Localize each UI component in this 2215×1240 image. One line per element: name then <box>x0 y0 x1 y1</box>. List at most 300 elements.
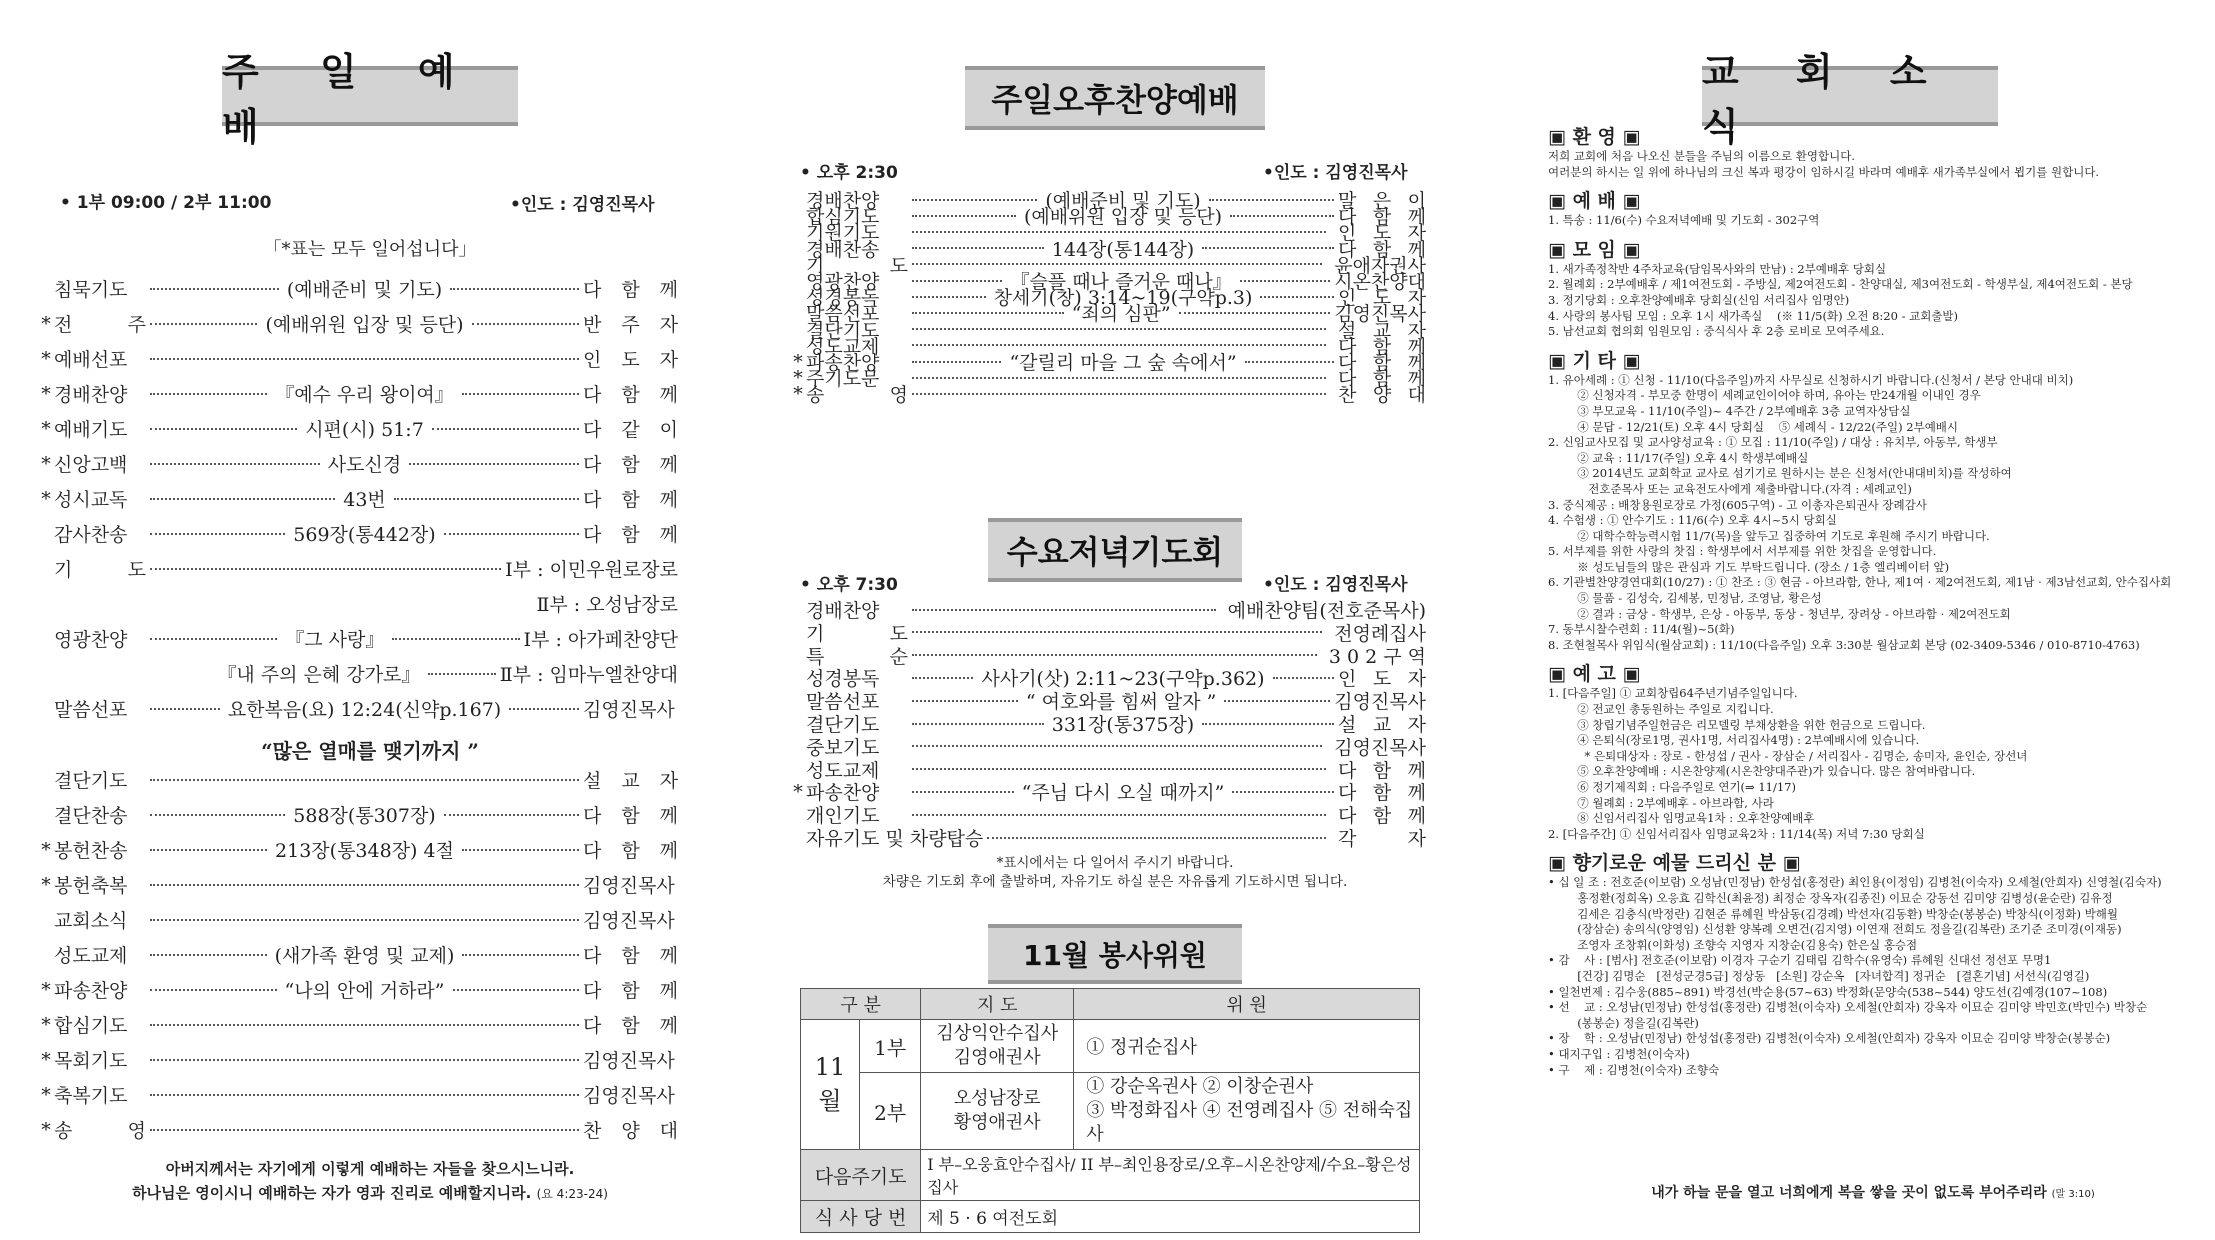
order-label: 주기도문 <box>806 368 880 391</box>
order-content: (새가족 환영 및 교제) <box>274 945 455 967</box>
month-cell: 11월 <box>801 1020 860 1150</box>
leader-dots <box>462 393 579 395</box>
stand-mark: * <box>41 838 51 861</box>
leader-dots <box>912 768 1326 770</box>
leader-dots <box>912 609 1216 611</box>
section-line: • 십 일 조 : 전호준(이보람) 오성남(민정남) 한성섭(홍정란) 최인용(이정임) 김병천(이숙자) 오세철(안희자) 신영철(김숙자) <box>1548 875 2162 890</box>
left-verse-1: 아버지께서는 자기에게 이렇게 예배하는 자들을 찾으시느니라. <box>165 1160 575 1178</box>
order-label: 경배찬양 <box>806 600 880 622</box>
order-content: “ 여호와를 힘써 알자 ” <box>1025 691 1217 714</box>
table-header-row <box>801 989 1420 1020</box>
order-person: 다 같 이 <box>583 419 678 441</box>
th-members: 위 원 <box>1074 989 1420 1020</box>
leader-dots <box>912 312 1064 314</box>
order-person: 전영례집사 <box>1334 622 1426 645</box>
order-label: 기원기도 <box>806 222 880 245</box>
section-line: ⑤ 오후찬양예배 : 시온찬양제(시온찬양대주관)가 있습니다. 많은 참여바랍니다. <box>1548 764 1976 779</box>
order-person: 다 함 께 <box>583 279 679 301</box>
order-person: 말 은 이 <box>1338 190 1427 212</box>
middle-time-1: • 오후 2:30 <box>800 163 898 183</box>
stand-mark: * <box>793 382 803 405</box>
order-row <box>38 555 678 582</box>
leader-dots <box>1230 215 1334 217</box>
section-line: 6. 기관별찬양경연대회(10/27) : ① 찬조 : ③ 현금 - 아브라함, 한나, 제1여 · 제2여전도회, 제1남 · 제3남선교회, 안수집사회 <box>1548 575 2172 590</box>
leader-dots <box>912 215 1016 217</box>
order-content: 213장(통348장) 4절 <box>275 840 454 862</box>
middle-time-2: • 오후 7:30 <box>800 575 898 595</box>
order-person: 김영진목사 <box>583 910 675 932</box>
order-content: (예배준비 및 기도) <box>286 279 443 301</box>
guide-2-b: 황영애권사 <box>953 1112 1041 1133</box>
section-line: ③ 2014년도 교회학교 교사로 섬기기로 원하시는 분은 신청서(안내대비치)를 작성하여 <box>1548 466 2012 481</box>
order-label: 말씀선포 <box>54 699 128 721</box>
order-row <box>38 1116 678 1143</box>
order-row <box>38 1081 678 1108</box>
leader-dots <box>1273 677 1334 679</box>
leader-dots <box>409 463 579 465</box>
section-line: ⑥ 정기제직회 : 다음주일로 연기(⇒ 11/17) <box>1548 780 1796 794</box>
order-label: 기 도 <box>806 622 908 645</box>
order-person: 다 함 께 <box>1338 206 1427 229</box>
members-1: ① 정귀순집사 <box>1074 1020 1420 1073</box>
order-row <box>38 836 678 863</box>
middle-title-banner-1 <box>965 66 1265 130</box>
leader-dots <box>150 849 267 851</box>
section-line: ② 결과 : 금상 - 학생부, 은상 - 아동부, 동상 - 청년부, 장려상 - 아브라함 · 제2여전도회 <box>1548 606 2011 621</box>
order-content: 569장(통442장) <box>293 524 436 546</box>
guide-1 <box>921 1020 1074 1073</box>
leader-dots <box>912 393 1326 395</box>
stand-mark: * <box>41 312 51 335</box>
order-label: 특 순 <box>806 645 908 668</box>
section-line: • 장 학 : 오성남(민정남) 한성섭(홍정란) 김병천(이숙자) 오세철(안희자) 강옥자 이묘순 김미양 박창순(봉봉순) <box>1548 1031 2111 1046</box>
order-label: 합심기도 <box>806 206 880 229</box>
order-person: 다 함 께 <box>1338 352 1427 374</box>
order-label: 감사찬송 <box>54 524 128 546</box>
section-line: ③ 부모교육 - 11/10(주일)~ 4주간 / 2부예배후 3층 교역자상담실 <box>1548 403 1911 418</box>
leader-dots <box>912 791 1014 793</box>
order-content: 사도신경 <box>327 454 402 476</box>
order-label: 성도교제 <box>54 945 128 967</box>
leader-dots <box>1232 791 1334 793</box>
leader-dots <box>912 344 1326 346</box>
leader-dots <box>472 323 579 325</box>
order-label: 파송찬양 <box>806 352 880 374</box>
order-person: 김영진목사 <box>1334 691 1427 714</box>
section-line: 1. 새가족정착반 4주차교육(담임목사와의 만남) : 2부예배후 당회실 <box>1548 261 1887 276</box>
leader-dots <box>150 498 335 500</box>
order-content: 『그 사랑』 <box>285 629 385 651</box>
order-row <box>38 871 678 898</box>
order-label: 자유기도 및 차량탑승 <box>806 828 984 850</box>
section-heading: ▣ 향기로운 예물 드리신 분 ▣ <box>1548 852 1801 875</box>
leader-dots <box>912 814 1326 816</box>
order-label: 성도교제 <box>806 759 880 782</box>
leader-dots <box>1224 700 1330 702</box>
leader-dots <box>912 263 1322 265</box>
order-row <box>38 1046 678 1073</box>
order-person: Ⅰ부 : 아가페찬양단 <box>523 629 679 651</box>
leader-dots <box>150 919 579 921</box>
order-label: 성경봉독 <box>806 287 880 310</box>
leader-dots <box>912 247 1044 249</box>
order-label: 개인기도 <box>806 805 880 828</box>
stand-mark: * <box>41 487 51 510</box>
leader-dots <box>1240 280 1330 282</box>
section-line: 1. 특송 : 11/6(수) 수요저녁예배 및 기도회 - 302구역 <box>1548 213 1820 228</box>
order-row <box>38 660 678 687</box>
order-label: 예배선포 <box>54 349 128 371</box>
section-line: ③ 창립기념주일헌금은 리모델링 부채상환을 위한 헌금으로 드립니다. <box>1548 717 1926 732</box>
leader-dots <box>509 708 579 710</box>
section-line: ② 교육 : 11/17(주일) 오후 4시 학생부예배실 <box>1548 450 1809 465</box>
leader-dots <box>987 837 1326 839</box>
leader-dots <box>150 393 267 395</box>
order-person: 다 함 께 <box>583 840 678 862</box>
section-line: • 일천번제 : 김수웅(885~891) 박경선(박순용(57~63) 박정화(문양숙(538~544) 양도선(김예경(107~108) <box>1548 984 2108 999</box>
order-person: 찬 양 대 <box>1338 384 1426 407</box>
section-line: * 은퇴대상자 : 장로 - 한성섭 / 권사 - 장삼순 / 서리집사 - 김명순, 송미자, 윤인순, 장선녀 <box>1548 748 2028 763</box>
order-person: 김영진목사 <box>583 1050 675 1072</box>
leader-dots <box>912 654 1317 656</box>
order-row <box>38 1011 678 1038</box>
order-label: 영광찬양 <box>54 629 128 651</box>
order-content: “갈릴리 마을 그 숲 속에서” <box>1009 352 1237 374</box>
order-content: 사사기(삿) 2:11~23(구약p.362) <box>981 668 1265 691</box>
table-row <box>801 1073 1420 1150</box>
leader-dots <box>1202 723 1334 725</box>
section-line: ⑧ 신임서리집사 임명교육1차 : 오후찬양예배후 <box>1548 811 1815 826</box>
order-row <box>38 310 678 337</box>
order-content: 『예수 우리 왕이여』 <box>275 384 454 406</box>
middle-title-banner-2 <box>988 518 1242 582</box>
order-label: 파송찬양 <box>806 782 880 805</box>
leader-dots <box>432 428 579 430</box>
order-person: 다 함 께 <box>583 1015 678 1037</box>
leader-dots <box>150 463 320 465</box>
order-content: (예배준비 및 기도) <box>1045 190 1201 212</box>
section-line: ② 대학수학능력시험 11/7(목)을 앞두고 집중하여 기도로 후원해 주시기 바랍니다. <box>1548 528 1990 543</box>
leader-dots <box>912 700 1018 702</box>
stand-mark: * <box>793 350 803 373</box>
leader-dots <box>150 708 220 710</box>
leader-dots <box>912 280 1002 282</box>
section-line: (장삼순) 송의식(양영임) 신성환 양복례 오변건(김지영) 이연재 전희도 정을길(김복란) 조기준 조미경(이재동) <box>1548 922 2122 937</box>
leader-dots <box>462 849 579 851</box>
order-person: Ⅱ부 : 오성남장로 <box>536 594 678 616</box>
section-line: (봉봉순) 정을길(김복란) <box>1548 1015 1699 1030</box>
order-person: 다 함 께 <box>583 524 679 546</box>
leader-dots <box>912 361 1001 363</box>
middle-leader-2: •인도 : 김영진목사 <box>1263 575 1408 595</box>
meal-label: 식 사 당 번 <box>801 1201 921 1233</box>
order-row <box>38 275 678 302</box>
section-line: 3. 중식제공 : 배창용원로장로 가정(605구역) - 고 이총자은퇴권사 장례감사 <box>1548 497 1927 512</box>
order-label: 전 주 <box>54 314 146 336</box>
section-line: ⑤ 물품 - 김성숙, 김세봉, 민정남, 조영남, 황은성 <box>1548 591 1822 606</box>
middle-note-2: 차량은 기도회 후에 출발하며, 자유기도 하실 분은 자유롭게 기도하시면 됩니다. <box>882 874 1348 890</box>
order-row <box>38 695 678 722</box>
order-label: 파송찬양 <box>54 980 128 1002</box>
leader-dots <box>912 677 973 679</box>
guide-2 <box>921 1073 1074 1150</box>
leader-dots <box>450 288 579 290</box>
order-label: 경배찬양 <box>54 384 128 406</box>
order-label: 성시교독 <box>54 489 128 511</box>
section-line: 2. [다음주간] ① 신임서리집사 임명교육2차 : 11/14(목) 저녁 7:30 당회실 <box>1548 826 1925 841</box>
stand-mark: * <box>41 1083 51 1106</box>
leader-dots <box>150 1129 579 1131</box>
order-content: 『내 주의 은혜 강가로』 <box>217 664 421 686</box>
guide-1-b: 김영애권사 <box>953 1047 1041 1068</box>
members-2-a: ① 강순옥권사 ② 이창순권사 <box>1086 1076 1314 1097</box>
section-line: 7. 동부시찰수련회 : 11/4(월)~5(화) <box>1548 622 1735 637</box>
leader-dots <box>150 568 501 570</box>
order-person: 찬 양 대 <box>583 1120 678 1142</box>
leader-dots <box>912 377 1326 379</box>
section-line: • 대지구입 : 김병천(이숙자) <box>1548 1046 1690 1061</box>
order-label: 축복기도 <box>54 1085 128 1107</box>
section-line: ⑦ 월례회 : 2부예배후 - 아브라함, 사라 <box>1548 795 1774 810</box>
section-heading: ▣ 기 타 ▣ <box>1548 349 1641 372</box>
next-value: I 부–오웅효안수집사/ II 부–최인용장로/오후–시온찬양제/수요–황은성집사 <box>921 1150 1420 1201</box>
leader-dots <box>150 323 257 325</box>
order-person: 인 도 자 <box>583 349 678 371</box>
order-row <box>38 625 678 652</box>
section-line: ※ 성도님들의 많은 관심과 기도 부탁드립니다. (장소 / 1층 엘리베이터 앞) <box>1548 559 1950 574</box>
order-row <box>38 941 678 968</box>
section-line: ④ 문답 - 12/21(토) 오후 4시 당회실 ⑤ 세례식 - 12/22(주일) 2부예배시 <box>1548 419 1959 434</box>
order-row <box>38 590 678 617</box>
section-heading: ▣ 예 배 ▣ <box>1548 190 1641 213</box>
order-person: 김영진목사 <box>583 699 675 721</box>
order-person: 설 교 자 <box>1338 714 1427 736</box>
order-person: 설 교 자 <box>583 770 678 792</box>
order-person: 김영진목사 <box>583 875 675 897</box>
order-person: 다 함 께 <box>1338 805 1426 828</box>
section-line: 저희 교회에 처음 나오신 분들을 주님의 이름으로 환영합니다. <box>1548 149 1855 163</box>
order-content: 331장(통375장) <box>1051 714 1195 736</box>
order-person: 반 주 자 <box>583 314 679 336</box>
order-label: 교회소식 <box>54 910 128 932</box>
order-label: 결단기도 <box>806 319 880 342</box>
order-person: 인 도 자 <box>1338 287 1426 310</box>
order-label: 결단기도 <box>54 770 128 792</box>
section-line: ④ 은퇴식(장로1명, 권사1명, 서리집사4명) : 2부예배시에 있습니다. <box>1548 733 1920 748</box>
order-person: 다 함 께 <box>1338 238 1427 261</box>
leader-dots <box>150 288 279 290</box>
right-footer-ref: (말 3:10) <box>2051 1189 2095 1200</box>
leader-dots <box>392 638 519 640</box>
th-guide: 지 도 <box>921 989 1074 1020</box>
leader-dots <box>1209 199 1334 201</box>
guide-1-a: 김상익안수집사 <box>936 1023 1059 1044</box>
right-footer-text: 내가 하늘 문을 열고 너희에게 복을 쌓을 곳이 없도록 부어주리라 <box>1651 1185 2047 1201</box>
middle-title-banner-3 <box>988 924 1242 984</box>
leader-dots <box>150 884 579 886</box>
stand-mark: * <box>41 1048 51 1071</box>
section-line: 2. 신임교사모집 및 교사양성교육 : ① 모집 : 11/10(주일) / 대상 : 유치부, 아동부, 학생부 <box>1548 435 1998 450</box>
order-content: 43번 <box>343 489 386 511</box>
middle-note-1: *표시에서는 다 일어서 주시기 바랍니다. <box>996 855 1234 871</box>
order-person: 윤애자권사 <box>1334 254 1426 277</box>
part-2: 2부 <box>860 1073 921 1150</box>
section-line: 홍정환(정희옥) 오응효 김학신(최윤정) 최정순 장옥자(김종진) 이묘순 강동선 김미양 김병성(윤순란) 김유정 <box>1548 890 2113 905</box>
order-person: 예배찬양팀(전호준목사) <box>1227 600 1426 622</box>
section-heading: ▣ 환 영 ▣ <box>1548 126 1641 148</box>
leader-dots <box>428 673 495 675</box>
leader-dots <box>912 328 1326 330</box>
stand-mark: * <box>41 978 51 1001</box>
leader-dots <box>150 989 277 991</box>
section-line: 1. 유아세례 : ① 신청 - 11/10(다음주일)까지 사무실로 신청하시기 바랍니다.(신청서 / 본당 안내대 비치) <box>1548 372 2074 387</box>
stand-mark: * <box>41 452 51 475</box>
order-person: 다 함 께 <box>583 454 679 476</box>
order-row <box>38 345 678 372</box>
leader-dots <box>150 954 267 956</box>
section-heading: ▣ 모 임 ▣ <box>1548 238 1641 261</box>
leader-dots <box>394 498 579 500</box>
table-row <box>801 1150 1420 1201</box>
stand-mark: * <box>41 1013 51 1036</box>
left-sermon-title: “많은 열매를 맺기까지 ” <box>261 739 479 763</box>
stand-mark: * <box>793 780 803 803</box>
leader-dots <box>150 533 285 535</box>
order-label: 봉헌축복 <box>54 875 128 897</box>
part-1: 1부 <box>860 1020 921 1073</box>
order-person: 다 함 께 <box>583 945 678 967</box>
volunteer-table <box>800 988 1420 1233</box>
stand-mark: * <box>41 347 51 370</box>
order-row <box>38 415 678 442</box>
order-label: 목회기도 <box>54 1050 128 1072</box>
order-person: 다 함 께 <box>583 489 678 511</box>
order-label: 성경봉독 <box>806 668 880 691</box>
order-row <box>38 380 678 407</box>
order-label: 송 영 <box>54 1120 146 1142</box>
right-title: 교 회 소 식 <box>1702 50 1949 149</box>
leader-dots <box>444 533 579 535</box>
order-label: 기 도 <box>54 559 146 581</box>
order-label: 중보기도 <box>806 736 880 759</box>
middle-title-3: 11월 봉사위원 <box>1023 939 1207 972</box>
leader-dots <box>453 989 580 991</box>
table-row <box>801 1020 1420 1073</box>
leader-dots <box>912 723 1044 725</box>
section-line: • 선 교 : 오성남(민정남) 한성섭(홍정란) 김병천(이숙자) 오세철(안희자) 강옥자 이묘순 김미양 박민호(박민수) 박창순 <box>1548 1000 2148 1015</box>
right-footer-verse <box>1548 1182 2198 1202</box>
section-line: ② 신청자격 - 부모중 한명이 세례교인이어야 하며, 유아는 만24개월 이내인 경우 <box>1548 388 1981 403</box>
order-person: 김영진목사 <box>1334 736 1426 759</box>
order-label: 합심기도 <box>54 1015 128 1037</box>
order-content: “죄의 심판” <box>1071 303 1171 326</box>
order-person: 인 도 자 <box>1338 668 1427 691</box>
section-line: 8. 조현철목사 위임식(월삼교회) : 11/10(다음주일) 오후 3:30분 월삼교회 본당 (02-3409-5346 / 010-8710-4763) <box>1548 637 2140 652</box>
order-person: 시온찬양대 <box>1334 271 1426 293</box>
order-content: 요한복음(요) 12:24(신약p.167) <box>227 699 502 721</box>
leader-dots <box>150 358 579 360</box>
order-label: 기 도 <box>806 254 908 277</box>
order-person: 다 함 께 <box>1338 782 1427 805</box>
section-line: 4. 사랑의 봉사팀 모임 : 오후 1시 새가족실 (※ 11/5(화) 오전 8:20 - 교회출발) <box>1548 308 1959 323</box>
section-line: 4. 수험생 : ① 안수기도 : 11/6(수) 오후 4시~5시 당회실 <box>1548 513 1837 528</box>
order-label: 성도교제 <box>806 335 880 358</box>
leader-dots <box>150 428 297 430</box>
right-title-banner <box>1702 50 1998 149</box>
order-label: 경배찬송 <box>806 238 880 261</box>
leader-dots <box>912 631 1322 633</box>
order-person: 설 교 자 <box>1338 319 1426 342</box>
meal-value: 제 5 · 6 여전도회 <box>921 1201 1420 1233</box>
members-2-b: ③ 박정화집사 ④ 전영례집사 ⑤ 전해숙집사 <box>1086 1100 1413 1145</box>
left-verse-2 <box>60 1182 680 1203</box>
order-content: “나의 안에 거하라” <box>284 980 445 1002</box>
leader-dots <box>912 745 1322 747</box>
table-row <box>801 1201 1420 1233</box>
section-line: 김세은 김충식(박정란) 김현준 류혜원 박삼동(김경례) 박선자(김동환) 박창순(봉봉순) 박창식(이정화) 박해월 <box>1548 906 2118 921</box>
order-content: 588장(통307장) <box>293 805 436 827</box>
order-label: 예배기도 <box>54 419 128 441</box>
leader-dots <box>912 199 1037 201</box>
order-content: 시편(시) 51:7 <box>305 419 424 441</box>
order-label: 봉헌찬송 <box>54 840 128 862</box>
section-line: 2. 월례회 : 2부예배후 / 제1여전도회 - 주방실, 제2여전도회 - 찬양대실, 제3여전도회 - 학생부실, 제4여전도회 - 본당 <box>1548 277 2133 292</box>
leader-dots <box>912 296 986 298</box>
section-line: 1. [다음주일] ① 교회창립64주년기념주일입니다. <box>1548 686 1798 701</box>
order-person: Ⅰ부 : 이민우원로장로 <box>505 559 678 581</box>
order-row <box>38 520 678 547</box>
next-label: 다음주기도 <box>801 1150 921 1201</box>
order-person: 김영진목사 <box>1334 303 1427 326</box>
stand-mark: * <box>41 417 51 440</box>
order-person: 각 자 <box>1338 828 1426 850</box>
order-label: 말씀선포 <box>806 691 880 714</box>
leader-dots <box>150 779 579 781</box>
order-content: (예배위원 입장 및 등단) <box>1023 206 1223 229</box>
left-time: • 1부 09:00 / 2부 11:00 <box>60 193 272 213</box>
order-person: 다 함 께 <box>583 805 679 827</box>
order-content: 창세기(창) 3:14~19(구약p.3) <box>993 287 1253 310</box>
news-sections <box>1548 122 2198 1078</box>
order-person: 다 함 께 <box>583 384 678 406</box>
order-label: 신앙고백 <box>54 454 128 476</box>
order-label: 영광찬양 <box>806 271 880 293</box>
order-person: Ⅱ부 : 임마누엘찬양대 <box>499 664 678 686</box>
order-label: 침묵기도 <box>54 279 128 301</box>
leader-dots <box>150 1024 579 1026</box>
stand-mark: * <box>41 1118 51 1141</box>
stand-mark: * <box>41 382 51 405</box>
section-line: 조영자 조창휘(이화성) 조향숙 지영자 지창순(김용숙) 한은실 홍승점 <box>1548 937 1918 952</box>
order-person: 다 함 께 <box>1338 335 1426 358</box>
leader-dots <box>912 231 1326 233</box>
leader-dots <box>462 954 579 956</box>
section-line: 3. 정기당회 : 오후찬양예배후 당회실(신임 서리집사 임명안) <box>1548 292 1850 307</box>
order-person: 다 함 께 <box>583 980 679 1002</box>
order-content: “주님 다시 오실 때까지” <box>1021 782 1225 805</box>
order-row <box>38 450 678 477</box>
stand-mark: * <box>793 366 803 389</box>
left-leader: •인도 : 김영진목사 <box>510 195 655 215</box>
order-label: 결단기도 <box>806 714 880 736</box>
order-row <box>790 824 1426 851</box>
section-line: • 구 제 : 김병천(이숙자) 조향숙 <box>1548 1062 1720 1077</box>
left-title: 주 일 예 배 <box>222 50 479 149</box>
order-content: 144장(통144장) <box>1051 238 1195 261</box>
leader-dots <box>1245 361 1334 363</box>
order-row <box>38 801 678 828</box>
section-line: ② 전교인 총동원하는 주일로 지킵니다. <box>1548 702 1774 717</box>
